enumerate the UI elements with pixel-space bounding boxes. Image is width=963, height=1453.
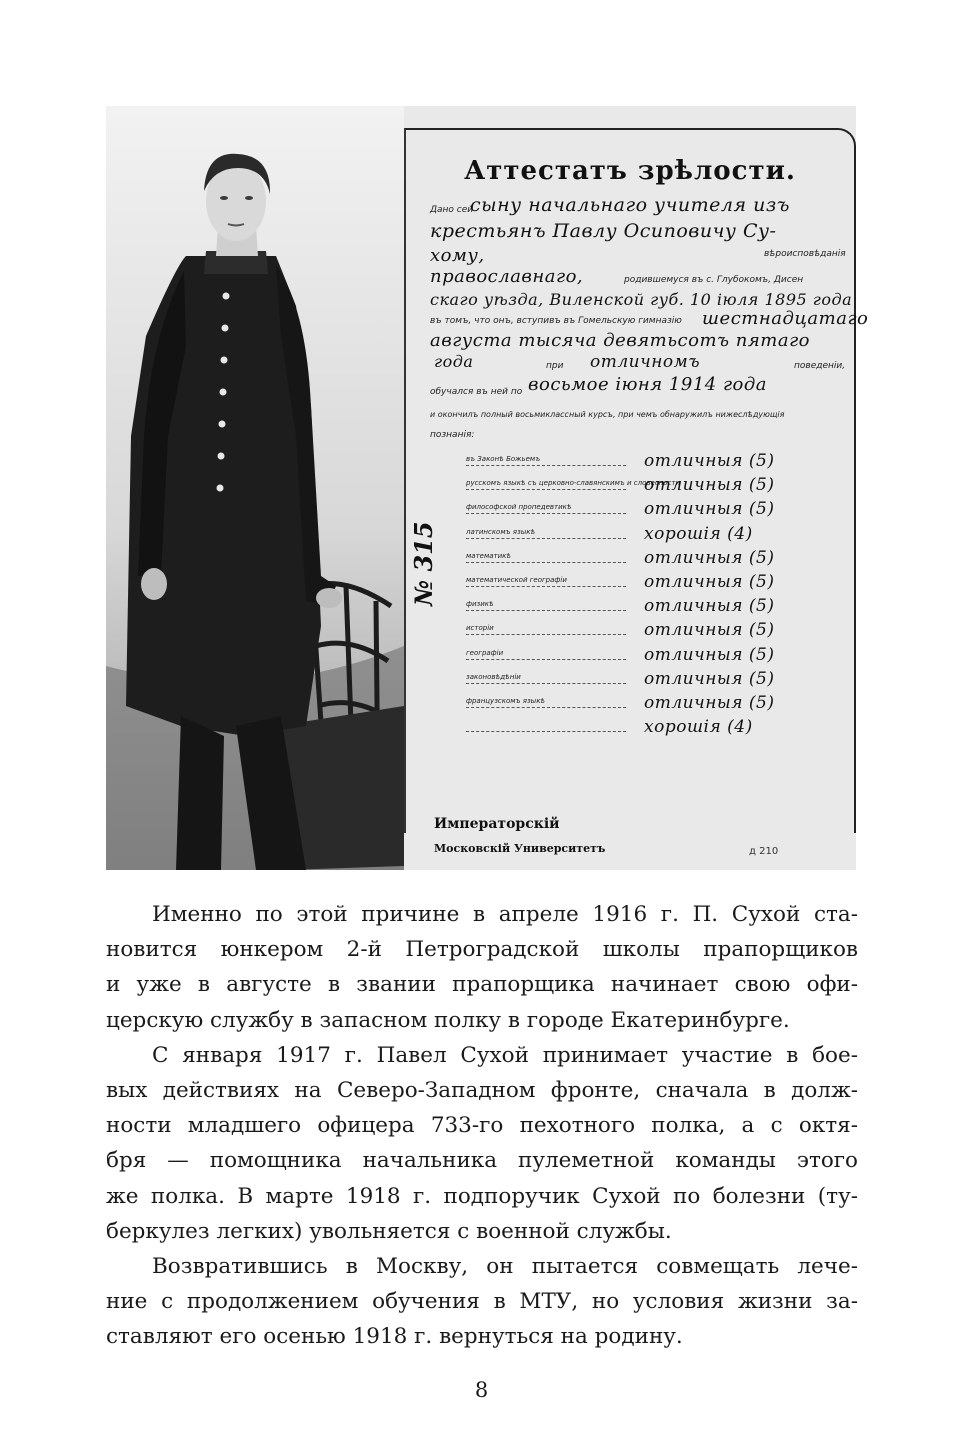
- handwritten-text: сыну начальнаго учителя изъ: [470, 194, 790, 216]
- handwritten-text: скаго уѣзда, Виленской губ. 10 іюля 1895 года: [430, 290, 853, 309]
- text-line: и уже в августе в звании прапорщика начинает свою офи-: [106, 972, 858, 998]
- grade-dotted-line: [466, 489, 626, 490]
- university-stamp-line2: Московскій Университетъ: [434, 842, 606, 855]
- text-line: ние с продолжением обучения в МТУ, но условия жизни за-: [106, 1289, 858, 1315]
- body-text: [106, 897, 858, 1355]
- grade-dotted-line: [466, 707, 626, 708]
- text-line: церскую службу в запасном полку в городе Екатеринбурге.: [106, 1007, 790, 1033]
- grade-subject: законовѣдѣніи: [466, 672, 521, 681]
- certificate-title: Аттестатъ зрѣлости.: [464, 156, 796, 186]
- grade-subject: физикѣ: [466, 600, 494, 609]
- printed-text: Дано сей: [430, 205, 474, 215]
- handwritten-text: отличномъ: [590, 352, 701, 372]
- printed-text: вѣроисповѣданія: [764, 249, 846, 259]
- printed-text: въ томъ, что онъ, вступивъ въ Гомельскую гимназію: [430, 316, 682, 326]
- text-line: беркулез легких) увольняется с военной службы.: [106, 1218, 672, 1244]
- grade-subject: географіи: [466, 648, 504, 657]
- grade-subject: въ Законѣ Божьемъ: [466, 455, 541, 463]
- printed-text: при: [546, 361, 564, 371]
- grade-value: хорошія (4): [644, 717, 753, 738]
- text-line: С января 1917 г. Павел Сухой принимает участие в бое-: [152, 1042, 858, 1068]
- certificate-number: № 315: [409, 521, 438, 606]
- grade-dotted-line: [466, 513, 626, 514]
- text-line: новится юнкером 2-й Петроградской школы прапорщиков: [106, 937, 858, 963]
- text-line: Возвратившись в Москву, он пытается совмещать лече-: [152, 1254, 858, 1280]
- paragraph: [106, 1249, 858, 1355]
- printed-text: поведеніи,: [794, 361, 846, 371]
- grade-value: отличныя (5): [644, 547, 775, 568]
- grade-dotted-line: [466, 683, 626, 684]
- grade-subject: русскомъ языкѣ съ церковно-славянскимъ и словесности: [466, 479, 681, 488]
- grade-dotted-line: [466, 586, 626, 587]
- text-line: же полка. В марте 1918 г. подпоручик Сухой по болезни (ту-: [106, 1183, 858, 1209]
- grade-value: отличныя (5): [644, 499, 775, 520]
- archive-reference: д 210: [749, 846, 779, 857]
- grade-value: отличныя (5): [644, 668, 775, 689]
- printed-text: познанія:: [430, 430, 475, 440]
- text-line: бря — помощника начальника пулеметной команды этого: [106, 1148, 858, 1174]
- grade-subject: математикѣ: [466, 551, 512, 560]
- text-line: вых действиях на Северо-Западном фронте, сначала в долж-: [106, 1078, 858, 1104]
- printed-text: и окончилъ полный восьмиклассный курсъ, при чемъ обнаружилъ нижеслѣдующія: [430, 410, 785, 419]
- grade-dotted-line: [466, 731, 626, 732]
- handwritten-text: крестьянъ Павлу Осиповичу Су-: [430, 220, 777, 242]
- grade-value: отличныя (5): [644, 572, 775, 592]
- grade-subject: исторіи: [466, 624, 494, 633]
- text-line: ности младшего офицера 733-го пехотного полка, а с октя-: [106, 1113, 858, 1139]
- printed-text: обучался въ ней по: [430, 387, 523, 397]
- grade-dotted-line: [466, 659, 626, 660]
- certificate-scan: [404, 106, 869, 870]
- grade-dotted-line: [466, 634, 626, 635]
- printed-text: родившемуся въ с. Глубокомъ, Дисен: [624, 275, 804, 285]
- grade-subject: математической географіи: [466, 576, 567, 584]
- text-line: Именно по этой причине в апреле 1916 г. П. Сухой ста-: [152, 902, 858, 927]
- grade-value: отличныя (5): [644, 451, 775, 471]
- handwritten-text: года: [434, 352, 474, 371]
- page-number: 8: [474, 1378, 489, 1402]
- handwritten-text: православнаго,: [430, 266, 584, 287]
- text-line: ставляют его осенью 1918 г. вернуться на родину.: [106, 1324, 683, 1350]
- paragraph: [106, 1038, 858, 1249]
- grade-value: отличныя (5): [644, 693, 775, 713]
- handwritten-text: шестнадцатаго: [702, 308, 869, 329]
- portrait-photo: [106, 106, 404, 870]
- grade-value: хорошія (4): [644, 523, 753, 544]
- grade-dotted-line: [466, 538, 626, 539]
- university-stamp-line1: Императорскій: [434, 816, 560, 832]
- grade-dotted-line: [466, 610, 626, 611]
- grade-value: отличныя (5): [644, 475, 775, 496]
- grade-dotted-line: [466, 465, 626, 466]
- grade-subject: философской пропедевтикѣ: [466, 503, 572, 512]
- grade-value: отличныя (5): [644, 620, 775, 641]
- grade-subject: латинскомъ языкѣ: [466, 527, 536, 536]
- grade-dotted-line: [466, 562, 626, 563]
- grade-value: отличныя (5): [644, 644, 775, 665]
- handwritten-text: хому,: [430, 245, 485, 266]
- portrait-illustration: [106, 106, 404, 870]
- handwritten-text: восьмое іюня 1914 года: [528, 374, 768, 395]
- paragraph: [106, 897, 858, 1038]
- grade-value: отличныя (5): [644, 596, 775, 617]
- handwritten-text: августа тысяча девятьсотъ пятаго: [430, 330, 810, 351]
- grade-subject: французскомъ языкѣ: [466, 697, 546, 705]
